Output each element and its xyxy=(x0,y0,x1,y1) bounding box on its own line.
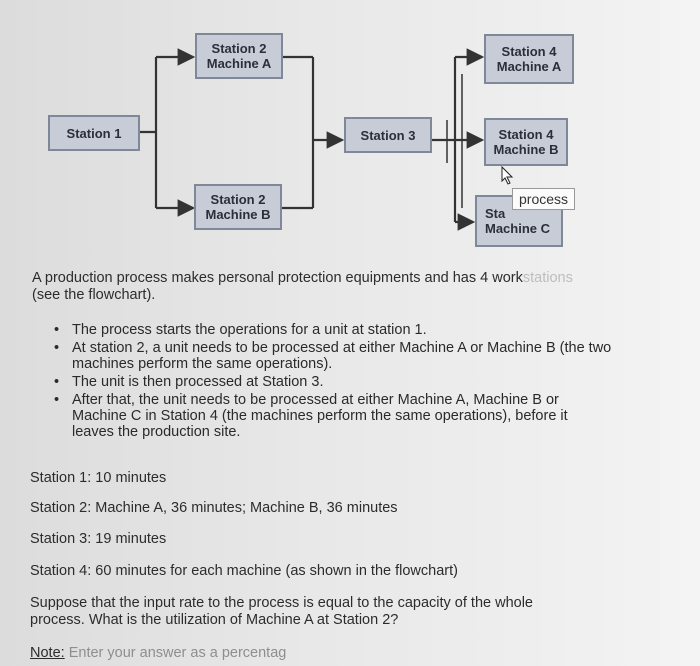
station-label: Sta xyxy=(485,206,506,221)
machine-label: Machine B xyxy=(205,207,271,222)
tooltip-popup xyxy=(512,188,575,210)
intro-line-2: (see the flowchart). xyxy=(32,287,156,303)
station-label: Station 2 xyxy=(211,41,267,56)
bullet-icon: • xyxy=(54,374,60,390)
intro-text: A production process makes personal protection equipments and has 4 work xyxy=(32,270,523,286)
station-1-box xyxy=(48,115,140,151)
list-item: • At station 2, a unit needs to be processed at either Machine A or Machine B (the two machines perform the same operations). xyxy=(54,340,612,372)
machine-label: Machine C xyxy=(485,221,551,236)
station-3-box xyxy=(344,117,432,153)
station-label: Station 2 xyxy=(210,192,266,207)
machine-label: Machine A xyxy=(496,59,562,74)
station-4-machine-a-box xyxy=(484,34,574,84)
station-label: Station 4 xyxy=(501,44,557,59)
bullet-list xyxy=(52,322,612,442)
bullet-icon: • xyxy=(54,392,60,408)
mouse-pointer-icon xyxy=(500,166,516,186)
station-1-time: Station 1: 10 minutes xyxy=(30,470,167,486)
station-3-label: Station 3 xyxy=(360,127,416,143)
list-item: • The unit is then processed at Station 3. xyxy=(54,374,324,390)
station-4-time: Station 4: 60 minutes for each machine (as shown in the flowchart) xyxy=(30,563,458,579)
station-1-label: Station 1 xyxy=(66,125,122,141)
station-2-machine-a-box xyxy=(195,33,283,79)
station-label: Station 4 xyxy=(498,127,554,142)
station-2-time: Station 2: Machine A, 36 minutes; Machine B, 36 minutes xyxy=(30,500,398,516)
note-label: Note: xyxy=(30,645,65,661)
bullet-icon: • xyxy=(54,322,60,338)
list-item: • The process starts the operations for a unit at station 1. xyxy=(54,322,427,338)
note-line xyxy=(30,645,286,662)
machine-label: Machine A xyxy=(206,56,272,71)
intro-paragraph xyxy=(32,270,612,304)
intro-faded-text: stations xyxy=(522,270,573,286)
question-text: Suppose that the input rate to the process is equal to the capacity of the whole process. What is the utilization of Machine A at Station 2? xyxy=(30,595,533,628)
station-3-time: Station 3: 19 minutes xyxy=(30,531,167,547)
note-text: Enter your answer as a percentag xyxy=(68,645,287,661)
station-2-machine-b-box xyxy=(194,184,282,230)
station-4-machine-b-box xyxy=(484,118,568,166)
list-item: • After that, the unit needs to be processed at either Machine A, Machine B or Machine C in Station 4 (the machines perform the same operations), before it leaves the production site. xyxy=(54,392,568,440)
flowchart xyxy=(0,0,700,260)
tooltip-text: process xyxy=(519,191,569,207)
bullet-icon: • xyxy=(54,340,60,356)
machine-label: Machine B xyxy=(493,142,559,157)
